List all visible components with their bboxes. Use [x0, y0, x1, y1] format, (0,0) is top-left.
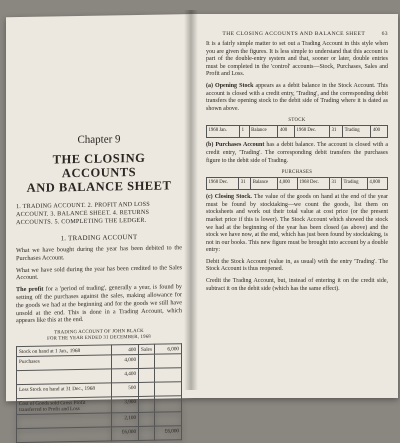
paragraph-purchases: What we have bought during the year has been debited to the Purchases Account.	[16, 244, 182, 262]
table-row	[207, 178, 388, 190]
ledger-cell: 400	[371, 126, 388, 138]
table-cell-value: 2,100	[112, 413, 139, 427]
table-cell-value: 400	[112, 345, 139, 355]
trading-account-table	[16, 343, 182, 443]
paragraph-intro: It is a fairly simple matter to set out a Trading Account in this style when you are given the figures. It is less simple to understand that this account is part of the double-entry system and that, sooner or later, double entries must be completed in the 'control' accounts—Stock, Purchases, Sales and Profit and Loss.	[206, 41, 388, 78]
ledger-cell: 4,000	[277, 178, 297, 190]
ledger-cell: 31	[330, 126, 343, 138]
purchases-account-term: (b) Purchases Account	[206, 142, 265, 149]
open-book	[6, 14, 398, 435]
table-cell-label: Cost of Goods sold Gross Profit transferred to Profit and Loss	[17, 397, 112, 415]
table-cell-sales-value: 6,000	[155, 344, 182, 354]
chapter-label: Chapter 9	[77, 133, 121, 147]
profit-term: The profit	[16, 285, 44, 294]
section-heading: 1. TRADING ACCOUNT	[60, 233, 138, 243]
opening-stock-term: (a) Opening Stock	[206, 82, 254, 89]
table-cell-empty	[155, 382, 182, 396]
ledger-cell: 31	[239, 178, 251, 190]
closing-stock-term: (c) Closing Stock.	[206, 194, 252, 201]
ledger-cell: Trading	[341, 178, 367, 190]
chapter-title-line2: AND BALANCE SHEET	[26, 178, 172, 195]
ledger-cell: 4,000	[367, 178, 387, 190]
paragraph-debit-stock: Debit the Stock Account (value in, as usual) with the entry 'Trading'. The Stock Account is thus reopened.	[206, 258, 388, 273]
paragraph-closing-stock	[206, 194, 388, 255]
ledger-cell: 1	[240, 126, 249, 138]
table-cell-empty	[139, 426, 155, 440]
profit-text: for a 'period of trading', generally a year, is found by setting off the purchases against the sales, making allowance for the goods we had at the beginning and for the goods we still have unsold at the end. This is done in a Trading Account, which appears like this at the end.	[16, 283, 183, 325]
paragraph-purchases-account	[206, 142, 388, 165]
table-row	[207, 126, 388, 138]
ledger-cell: Trading	[343, 126, 371, 138]
table-cell-value: 500	[112, 383, 139, 397]
paragraph-profit	[16, 283, 182, 325]
table-cell-label: Stock on hand at 1 Jan., 1968	[17, 345, 112, 357]
table-cell-total: £6,000	[112, 427, 139, 441]
table-cell-label: Purchases	[17, 355, 112, 371]
ledger-cell: 1968 Dec.	[297, 178, 329, 190]
table-cell-right-total: £6,000	[155, 426, 182, 440]
table-cell-empty	[155, 354, 182, 368]
paragraph-sales: What we have sold during the year has been credited to the Sales Account.	[16, 263, 182, 282]
table-cell-label	[17, 427, 112, 443]
table-cell-empty	[139, 396, 155, 412]
table-cell-value: 4,400	[112, 369, 139, 383]
table-cell-empty	[139, 382, 155, 396]
ledger-cell: 1968 Jan.	[207, 126, 240, 138]
table-cell-value: 4,000	[112, 355, 139, 369]
paragraph-opening-stock	[206, 83, 388, 113]
purchases-ledger	[206, 177, 388, 190]
paragraph-credit-trading: Credit the Trading Account, but, instead of entering it on the credit side, subtract it on the debit side (which has the same effect).	[206, 278, 388, 292]
table-cell-value: 3,900	[112, 397, 139, 413]
table-cell-empty	[155, 396, 182, 412]
table-cell-empty	[139, 368, 155, 382]
ledger-cell: Balance	[251, 178, 277, 190]
left-page	[6, 14, 194, 435]
table-caption-line1: TRADING ACCOUNT OF JOHN BLACK	[54, 329, 144, 336]
ledger-cell: 1968 Dec.	[295, 126, 330, 138]
table-cell-sales-label: Sales	[139, 344, 155, 354]
ledger-cell: 400	[278, 126, 295, 138]
purchases-ledger-title: PURCHASES	[281, 170, 313, 176]
ledger-cell: 31	[330, 178, 342, 190]
ledger-cell: 1968 Dec.	[207, 178, 239, 190]
table-caption	[16, 328, 182, 343]
table-cell-empty	[155, 412, 182, 426]
chapter-title	[16, 150, 182, 195]
opening-stock-text: appears as a debit balance in the Stock Account. This account is closed with a credit entry, 'Trading', and the corresponding debit transfers the opening stock to the debit side of Trading where it is dated as shown above.	[206, 82, 388, 112]
right-page	[194, 14, 398, 398]
stock-ledger-title: STOCK	[288, 118, 306, 124]
table-cell-empty	[155, 368, 182, 382]
closing-stock-text: The value of the goods on hand at the end of the year must be found by stocktaking—we count the goods, list them on stocksheets and work out their total value at cost price (or the present market price if this is lower). The Stock Account which showed the stock we had at the beginning of the year has been closed (as above) and the stock we have now, at the end, which has just been found by stocktaking, is not in our books. This new figure must be brought into account by a double entry:	[206, 194, 388, 254]
purchases-account-text: has a debit balance. The account is closed with a credit entry, 'Trading'. The corresponding debit transfers the purchases figure to the debit side of Trading.	[206, 142, 388, 164]
table-cell-empty	[139, 354, 155, 368]
page-number: 63	[381, 31, 388, 37]
chapter-title-line1: THE CLOSING ACCOUNTS	[52, 150, 146, 181]
table-row	[17, 426, 182, 443]
ledger-cell: Balance	[249, 126, 278, 138]
stock-ledger	[206, 125, 388, 138]
table-cell-label: Less Stock on hand at 31 Dec., 1968	[17, 383, 112, 399]
table-cell-empty	[139, 412, 155, 426]
table-caption-line2: FOR THE YEAR ENDED 31 DECEMBER, 1968	[47, 334, 151, 342]
chapter-contents: 1. TRADING ACCOUNT. 2. PROFIT AND LOSS ACCOUNT. 3. BALANCE SHEET. 4. RETURNS ACCOUNTS. 5. COMPLETING THE LEDGER.	[16, 200, 150, 227]
running-head	[206, 31, 388, 37]
running-head-title: THE CLOSING ACCOUNTS AND BALANCE SHEET	[222, 31, 366, 37]
